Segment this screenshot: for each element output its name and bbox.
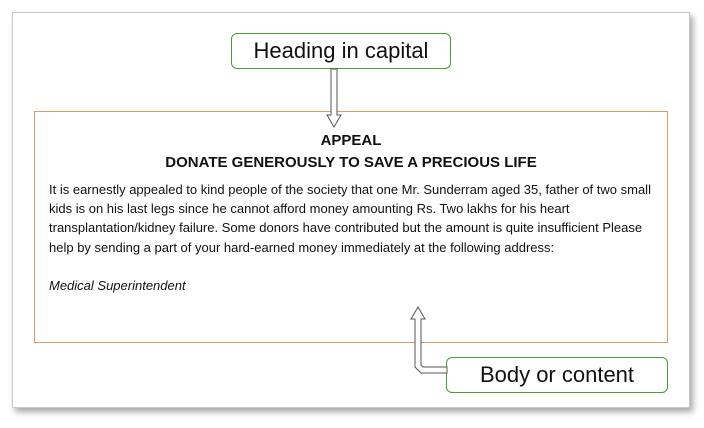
letter-body: It is earnestly appealed to kind people of the society that one Mr. Sunderram aged 35, father of two small kids is on his last legs since he cannot afford money amounting Rs. Two lakhs for his heart transplantation/kidney failure. Some donors have contributed but the amount is quite insufficient Please help by sending a part of your hard-earned money immediately at the following address: (49, 182, 651, 255)
arrows-layer (13, 13, 689, 407)
arrow-down-icon (327, 69, 341, 127)
heading-callout-label: Heading in capital (253, 38, 429, 63)
body-callout-label: Body or content (479, 362, 635, 387)
letter-subtitle: DONATE GENEROUSLY TO SAVE A PRECIOUS LIFE (165, 154, 537, 171)
letter-signoff: Medical Superintendent (49, 278, 186, 293)
arrow-up-bent-icon (411, 307, 447, 373)
slide-frame (12, 12, 690, 408)
letter-title: APPEAL (320, 132, 382, 149)
